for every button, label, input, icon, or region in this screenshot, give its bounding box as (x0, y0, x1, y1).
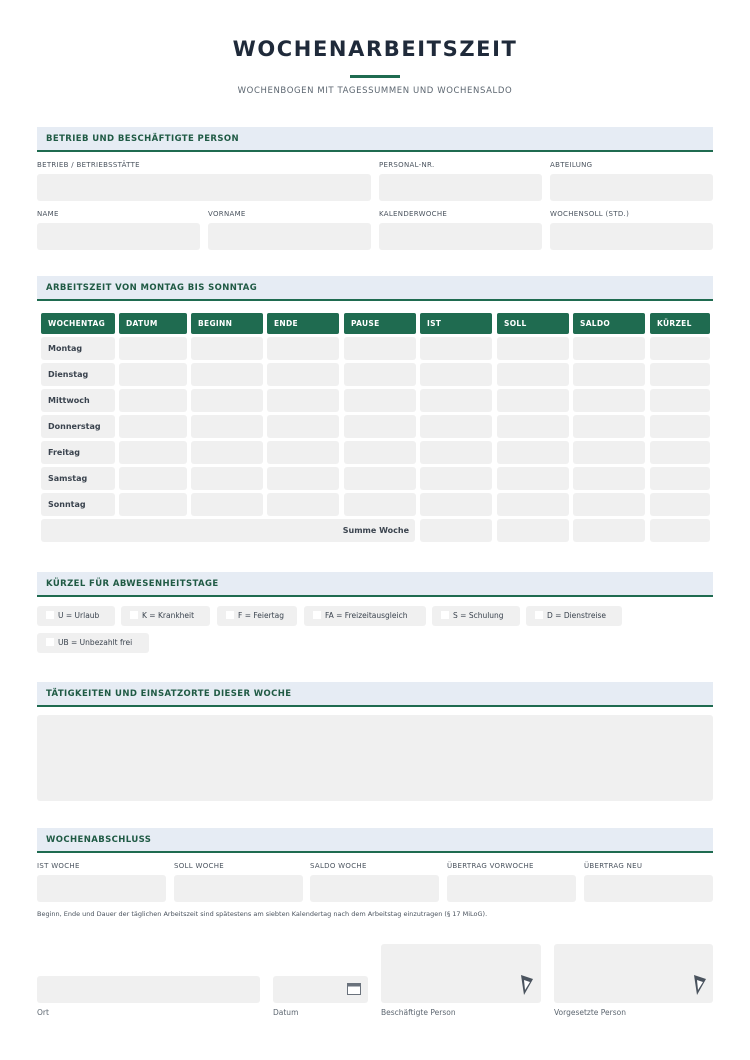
ende-cell[interactable] (267, 389, 339, 412)
saldo-woche-field[interactable] (310, 875, 439, 902)
weekday-label: Sonntag (41, 493, 115, 516)
label-betrieb: BETRIEB / BETRIEBSSTÄTTE (37, 161, 140, 169)
section-activities-heading: TÄTIGKEITEN UND EINSATZORTE DIESER WOCHE (37, 682, 713, 707)
personal-nr-field[interactable] (379, 174, 542, 201)
label-vorname: VORNAME (208, 210, 246, 218)
uebertrag-vorwoche-field[interactable] (447, 875, 576, 902)
code-label: F = Feiertag (238, 611, 284, 620)
signature-supervisor-field[interactable] (554, 944, 713, 1003)
datum-cell[interactable] (119, 467, 187, 490)
kuerzel-cell[interactable] (650, 337, 710, 360)
datum-cell[interactable] (119, 441, 187, 464)
saldo-cell[interactable] (573, 493, 645, 516)
legal-note: Beginn, Ende und Dauer der täglichen Arbeitszeit sind spätestens am siebten Kalendertag nach dem Arbeitstag einzutragen (§ 17 MiLoG). (37, 910, 488, 918)
label-beschaeftigte-person: Beschäftigte Person (381, 1008, 456, 1017)
datum-cell[interactable] (119, 389, 187, 412)
soll-woche-field[interactable] (174, 875, 303, 902)
code-chip-schulung[interactable] (432, 606, 520, 626)
kuerzel-cell[interactable] (650, 493, 710, 516)
saldo-cell[interactable] (573, 389, 645, 412)
pause-cell[interactable] (344, 467, 416, 490)
section-codes-heading: KÜRZEL FÜR ABWESENHEITSTAGE (37, 572, 713, 597)
col-header-wochentag: WOCHENTAG (41, 313, 115, 334)
kuerzel-cell[interactable] (650, 441, 710, 464)
name-field[interactable] (37, 223, 200, 250)
ist-woche-field[interactable] (37, 875, 166, 902)
datum-cell[interactable] (119, 363, 187, 386)
col-header-soll: SOLL (497, 313, 569, 334)
kuerzel-cell[interactable] (650, 389, 710, 412)
kuerzel-cell[interactable] (650, 363, 710, 386)
weekday-label: Montag (41, 337, 115, 360)
sum-ist-cell[interactable] (420, 519, 492, 542)
label-personal-nr: PERSONAL-NR. (379, 161, 435, 169)
label-uebertrag-vorwoche: ÜBERTRAG VORWOCHE (447, 862, 534, 870)
label-uebertrag-neu: ÜBERTRAG NEU (584, 862, 643, 870)
datum-cell[interactable] (119, 415, 187, 438)
label-name: NAME (37, 210, 59, 218)
label-datum: Datum (273, 1008, 299, 1017)
soll-cell[interactable] (497, 415, 569, 438)
code-label: U = Urlaub (58, 611, 100, 620)
beginn-cell[interactable] (191, 493, 263, 516)
weekday-label: Donnerstag (41, 415, 115, 438)
weekday-label: Freitag (41, 441, 115, 464)
code-label: FA = Freizeitausgleich (325, 611, 408, 620)
label-kalenderwoche: KALENDERWOCHE (379, 210, 448, 218)
ist-cell[interactable] (420, 441, 492, 464)
datum-cell[interactable] (119, 337, 187, 360)
col-header-beginn: BEGINN (191, 313, 263, 334)
ist-cell[interactable] (420, 493, 492, 516)
ende-cell[interactable] (267, 441, 339, 464)
code-label: K = Krankheit (142, 611, 195, 620)
checkbox-icon[interactable] (226, 611, 234, 619)
pause-cell[interactable] (344, 337, 416, 360)
saldo-cell[interactable] (573, 467, 645, 490)
ist-cell[interactable] (420, 337, 492, 360)
weekday-label: Dienstag (41, 363, 115, 386)
label-abteilung: ABTEILUNG (550, 161, 593, 169)
label-saldo-woche: SALDO WOCHE (310, 862, 367, 870)
title-underline (350, 75, 400, 78)
pause-cell[interactable] (344, 363, 416, 386)
pen-icon (520, 974, 534, 996)
pause-cell[interactable] (344, 441, 416, 464)
ist-cell[interactable] (420, 363, 492, 386)
saldo-cell[interactable] (573, 363, 645, 386)
col-header-saldo: SALDO (573, 313, 645, 334)
ende-cell[interactable] (267, 467, 339, 490)
beginn-cell[interactable] (191, 467, 263, 490)
ist-cell[interactable] (420, 415, 492, 438)
kalenderwoche-field[interactable] (379, 223, 542, 250)
beginn-cell[interactable] (191, 363, 263, 386)
checkbox-icon[interactable] (313, 611, 321, 619)
betrieb-field[interactable] (37, 174, 371, 201)
wochensoll-field[interactable] (550, 223, 713, 250)
code-label: S = Schulung (453, 611, 504, 620)
col-header-ende: ENDE (267, 313, 339, 334)
section-person-heading: BETRIEB UND BESCHÄFTIGTE PERSON (37, 127, 713, 152)
label-ist-woche: IST WOCHE (37, 862, 80, 870)
kuerzel-cell[interactable] (650, 467, 710, 490)
label-wochensoll: WOCHENSOLL (STD.) (550, 210, 630, 218)
code-label: D = Dienstreise (547, 611, 607, 620)
code-chip-freizeitausgleich[interactable] (304, 606, 426, 626)
col-header-pause: PAUSE (344, 313, 416, 334)
weekday-label: Samstag (41, 467, 115, 490)
soll-cell[interactable] (497, 363, 569, 386)
section-summary-heading: WOCHENABSCHLUSS (37, 828, 713, 853)
weekday-label: Mittwoch (41, 389, 115, 412)
uebertrag-neu-field[interactable] (584, 875, 713, 902)
checkbox-icon[interactable] (535, 611, 543, 619)
checkbox-icon[interactable] (441, 611, 449, 619)
activities-textarea[interactable] (37, 715, 713, 801)
pause-cell[interactable] (344, 415, 416, 438)
sum-kuerzel-cell[interactable] (650, 519, 710, 542)
soll-cell[interactable] (497, 493, 569, 516)
abteilung-field[interactable] (550, 174, 713, 201)
checkbox-icon[interactable] (130, 611, 138, 619)
page-subtitle: WOCHENBOGEN MIT TAGESSUMMEN UND WOCHENSALDO (237, 86, 513, 96)
beginn-cell[interactable] (191, 441, 263, 464)
ende-cell[interactable] (267, 363, 339, 386)
ist-cell[interactable] (420, 389, 492, 412)
saldo-cell[interactable] (573, 415, 645, 438)
saldo-cell[interactable] (573, 337, 645, 360)
checkbox-icon[interactable] (46, 638, 54, 646)
col-header-datum: DATUM (119, 313, 187, 334)
beginn-cell[interactable] (191, 337, 263, 360)
code-chip-unbezahlt[interactable] (37, 633, 149, 653)
label-vorgesetzte-person: Vorgesetzte Person (554, 1008, 627, 1017)
soll-cell[interactable] (497, 467, 569, 490)
ende-cell[interactable] (267, 415, 339, 438)
sum-soll-cell[interactable] (497, 519, 569, 542)
beginn-cell[interactable] (191, 415, 263, 438)
sum-saldo-cell[interactable] (573, 519, 645, 542)
col-header-kuerzel: KÜRZEL (650, 313, 710, 334)
kuerzel-cell[interactable] (650, 415, 710, 438)
code-chip-krankheit[interactable] (121, 606, 210, 626)
soll-cell[interactable] (497, 441, 569, 464)
calendar-icon[interactable] (347, 983, 361, 995)
ende-cell[interactable] (267, 493, 339, 516)
pause-cell[interactable] (344, 389, 416, 412)
soll-cell[interactable] (497, 389, 569, 412)
label-ort: Ort (37, 1008, 49, 1017)
vorname-field[interactable] (208, 223, 371, 250)
code-chip-feiertag[interactable] (217, 606, 297, 626)
ort-field[interactable] (37, 976, 260, 1003)
code-label: UB = Unbezahlt frei (58, 638, 133, 647)
code-chip-dienstreise[interactable] (526, 606, 622, 626)
code-chip-urlaub[interactable] (37, 606, 115, 626)
pen-icon (693, 974, 707, 996)
saldo-cell[interactable] (573, 441, 645, 464)
sum-week-label: Summe Woche (41, 519, 415, 542)
checkbox-icon[interactable] (46, 611, 54, 619)
datum-cell[interactable] (119, 493, 187, 516)
ende-cell[interactable] (267, 337, 339, 360)
signature-employee-field[interactable] (381, 944, 541, 1003)
beginn-cell[interactable] (191, 389, 263, 412)
section-week-heading: ARBEITSZEIT VON MONTAG BIS SONNTAG (37, 276, 713, 301)
pause-cell[interactable] (344, 493, 416, 516)
page-title: WOCHENARBEITSZEIT (232, 37, 518, 61)
soll-cell[interactable] (497, 337, 569, 360)
ist-cell[interactable] (420, 467, 492, 490)
col-header-ist: IST (420, 313, 492, 334)
label-soll-woche: SOLL WOCHE (174, 862, 224, 870)
